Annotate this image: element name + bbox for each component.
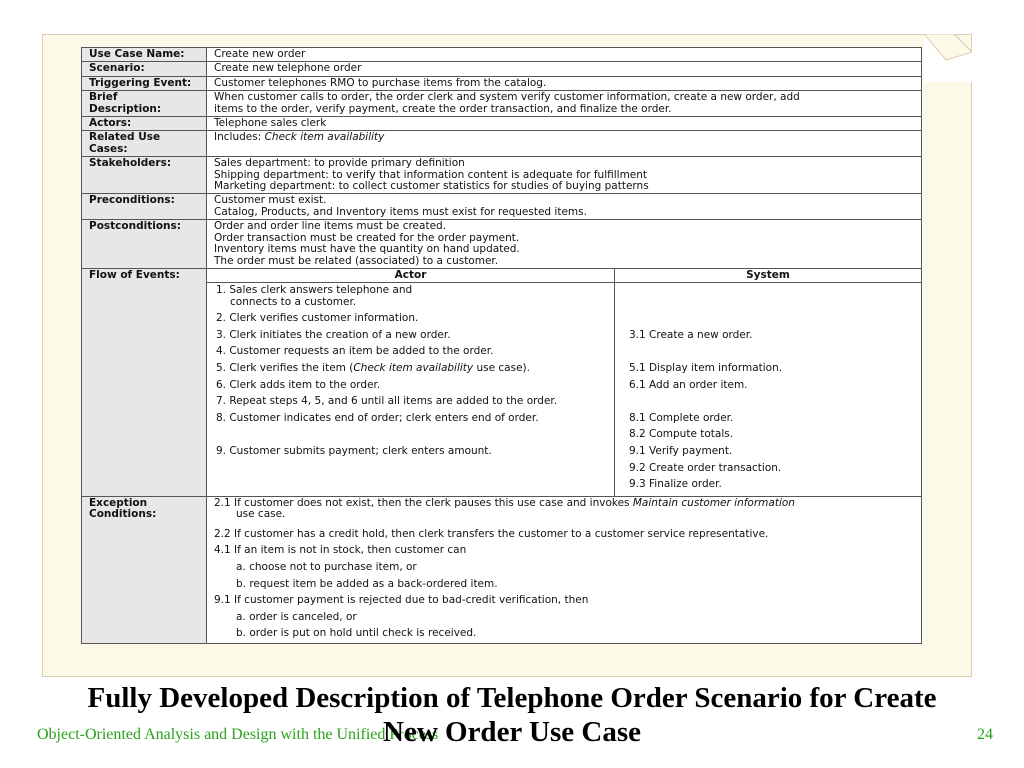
page-curl-icon: [924, 34, 972, 82]
label-related-2: Cases:: [89, 142, 128, 155]
value-exception-conditions: [207, 496, 922, 643]
brief-line-1: When customer calls to order, the order clerk and system verify customer information, create a new order, add: [214, 91, 800, 104]
exception-2-1-em: Maintain customer information: [632, 496, 795, 509]
exception-2-1-pre: 2.1 If customer does not exist, then the clerk pauses this use case and invokes: [214, 496, 633, 509]
label-brief-2: Description:: [89, 102, 162, 115]
row-triggering-event: [82, 76, 922, 90]
label-flow-of-events: Flow of Events:: [82, 268, 207, 496]
flow-body-row: [207, 283, 921, 496]
actor-step: connects to a customer.: [230, 295, 357, 308]
row-stakeholders: [82, 157, 922, 194]
slide-title: [0, 681, 1024, 749]
actor-step-5-pre: 5. Clerk verifies the item (: [216, 362, 354, 375]
postcondition-line: Order and order line items must be created.: [214, 220, 447, 233]
row-exception-conditions: [82, 496, 922, 643]
row-scenario: [82, 62, 922, 76]
label-brief-1: Brief: [89, 91, 118, 104]
system-step: 5.1 Display item information.: [629, 362, 783, 375]
system-step-spacer: [629, 285, 921, 296]
exception-2-1-cont: use case.: [236, 508, 286, 521]
actor-step: 8. Customer indicates end of order; clerk enters end of order.: [216, 411, 539, 424]
actor-step: 9. Customer submits payment; clerk enters amount.: [216, 445, 492, 458]
label-stakeholders: Stakeholders:: [82, 157, 207, 194]
slide-title-line-1: Fully Developed Description of Telephone Order Scenario for Create: [87, 682, 937, 714]
label-related-1: Related Use: [89, 131, 161, 144]
related-value: Check item availability: [264, 131, 385, 144]
system-step: 9.1 Verify payment.: [629, 445, 733, 458]
precondition-line: Customer must exist.: [214, 194, 327, 207]
actor-step: 7. Repeat steps 4, 5, and 6 until all items are added to the order.: [216, 395, 558, 408]
value-actors: Telephone sales clerk: [207, 117, 922, 131]
value-triggering-event: Customer telephones RMO to purchase items from the catalog.: [207, 76, 922, 90]
exception-9-1-a: a. order is canceled, or: [236, 610, 357, 623]
exception-4-1: 4.1 If an item is not in stock, then customer can: [214, 544, 467, 557]
system-step: 3.1 Create a new order.: [629, 328, 753, 341]
label-triggering-event: Triggering Event:: [82, 76, 207, 90]
system-step-spacer: [629, 396, 921, 413]
stakeholder-line: Sales department: to provide primary definition: [214, 157, 465, 170]
flow-header-actor: Actor: [207, 269, 615, 283]
brief-line-2: items to the order, verify payment, create the order transaction, and finalize the order.: [214, 102, 672, 115]
exception-4-1-b: b. request item be added as a back-ordered item.: [236, 577, 498, 590]
actor-step: 6. Clerk adds item to the order.: [216, 378, 381, 391]
use-case-table: [81, 47, 922, 644]
system-steps-column: [615, 283, 922, 496]
flow-header-row: [207, 269, 921, 283]
system-step: 8.2 Compute totals.: [629, 428, 734, 441]
value-brief-description: [207, 91, 922, 117]
row-actors: [82, 117, 922, 131]
label-exception-2: Conditions:: [89, 508, 157, 521]
value-stakeholders: [207, 157, 922, 194]
actor-step: 4. Customer requests an item be added to the order.: [216, 345, 494, 358]
precondition-line: Catalog, Products, and Inventory items must exist for requested items.: [214, 205, 587, 218]
actor-step-spacer: [216, 479, 614, 496]
exception-9-1: 9.1 If customer payment is rejected due to bad-credit verification, then: [214, 594, 589, 607]
system-step-spacer: [629, 313, 921, 330]
row-postconditions: [82, 220, 922, 269]
system-step: 8.1 Complete order.: [629, 411, 734, 424]
row-use-case-name: [82, 48, 922, 62]
actor-steps-column: [207, 283, 615, 496]
actor-step: 1. Sales clerk answers telephone and: [216, 284, 413, 297]
system-step: 9.2 Create order transaction.: [629, 461, 782, 474]
postcondition-line: Inventory items must have the quantity on hand updated.: [214, 243, 520, 256]
exception-2-2: 2.2 If customer has a credit hold, then clerk transfers the customer to a customer service representative.: [214, 527, 769, 540]
label-exception-1: Exception: [89, 496, 148, 509]
exception-2-1: [214, 498, 915, 509]
label-exception-conditions: [82, 496, 207, 643]
system-step: 6.1 Add an order item.: [629, 378, 748, 391]
system-step: 9.3 Finalize order.: [629, 478, 722, 491]
footer-course-title: Object-Oriented Analysis and Design with the Unified Process: [37, 726, 439, 743]
actor-step: 2. Clerk verifies customer information.: [216, 312, 419, 325]
label-preconditions: Preconditions:: [82, 194, 207, 220]
label-use-case-name: Use Case Name:: [82, 48, 207, 62]
exception-4-1-a: a. choose not to purchase item, or: [236, 561, 417, 574]
label-scenario: Scenario:: [82, 62, 207, 76]
row-preconditions: [82, 194, 922, 220]
postcondition-line: Order transaction must be created for the order payment.: [214, 231, 520, 244]
row-related-use-cases: [82, 131, 922, 157]
system-step-spacer: [629, 297, 921, 314]
exception-9-1-b: b. order is put on hold until check is received.: [236, 627, 477, 640]
actor-step: 3. Clerk initiates the creation of a new order.: [216, 328, 451, 341]
flow-header-system: System: [746, 268, 790, 281]
actor-step-5-post: use case).: [473, 362, 530, 375]
related-prefix: Includes:: [214, 131, 265, 144]
postcondition-line: The order must be related (associated) to a customer.: [214, 254, 499, 267]
stakeholder-line: Marketing department: to collect customer statistics for studies of buying patterns: [214, 180, 649, 193]
label-brief-description: [82, 91, 207, 117]
label-related-use-cases: [82, 131, 207, 157]
value-postconditions: [207, 220, 922, 269]
label-postconditions: Postconditions:: [82, 220, 207, 269]
flow-of-events-cell: [207, 268, 922, 496]
value-preconditions: [207, 194, 922, 220]
page-number: 24: [977, 726, 993, 743]
system-step-spacer: [629, 346, 921, 363]
row-brief-description: [82, 91, 922, 117]
value-use-case-name: Create new order: [207, 48, 922, 62]
actor-step-5-em: Check item availability: [353, 362, 474, 375]
actor-step-5: [216, 363, 614, 380]
slide-title-line-2: New Order Use Case: [383, 716, 641, 748]
actor-step-spacer: [216, 463, 614, 480]
flow-table: [207, 269, 921, 496]
label-actors: Actors:: [82, 117, 207, 131]
row-flow-of-events: [82, 268, 922, 496]
stakeholder-line: Shipping department: to verify that information content is adequate for fulfillment: [214, 168, 648, 181]
value-scenario: Create new telephone order: [207, 62, 922, 76]
actor-step-spacer: [216, 429, 614, 446]
value-related-use-cases: [207, 131, 922, 157]
